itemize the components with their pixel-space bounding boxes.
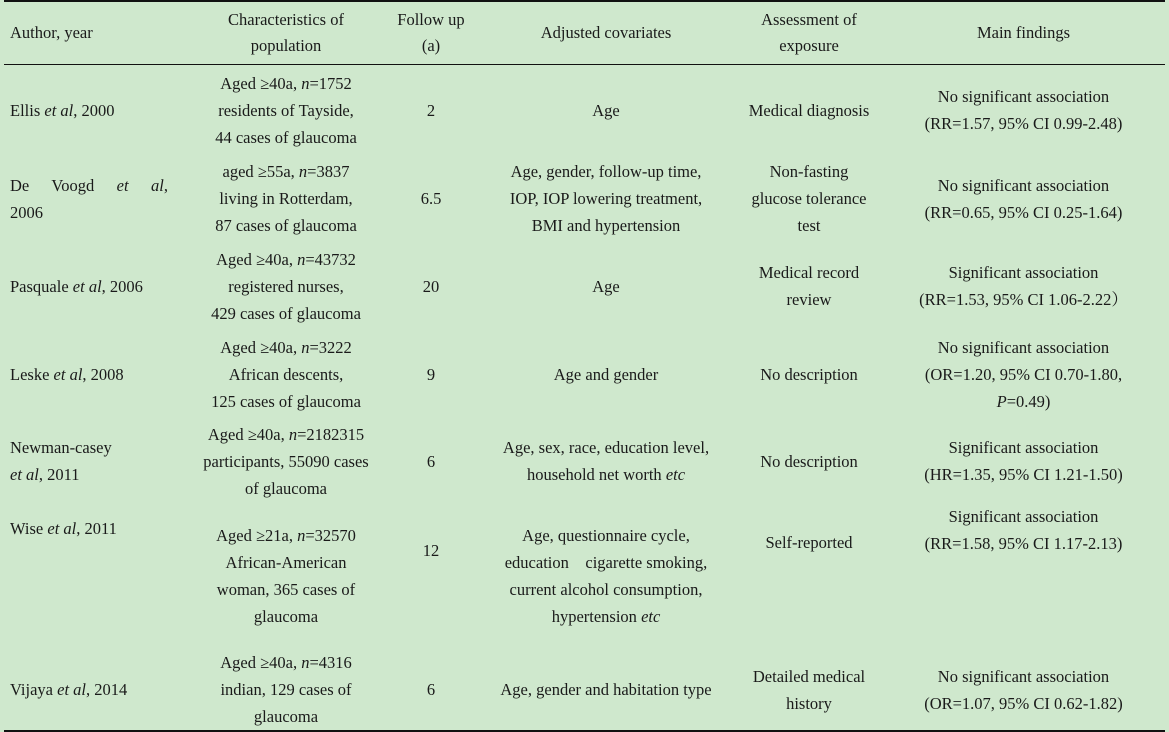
cell-findings: Significant association (RR=1.53, 95% CI 1.06-2.22）	[919, 263, 1128, 309]
cell-follow-up: 6	[386, 649, 476, 731]
cell-covariates: Age	[592, 100, 620, 120]
cell-follow-up: 9	[426, 365, 436, 384]
cell-covariates: Age	[592, 276, 620, 296]
header-follow-up: Follow up (a)	[386, 1, 476, 65]
header-findings: Main findings	[882, 1, 1165, 65]
cell-follow-up: 12	[422, 541, 440, 560]
cell-covariates: Age, sex, race, education level, household net worth etc	[502, 438, 710, 484]
header-row	[4, 1, 1165, 65]
cell-findings: No significant association (RR=0.65, 95% CI 0.25-1.64)	[924, 175, 1123, 222]
cell-population: aged ≥55a, n=3837 living in Rotterdam, 87 cases of glaucoma	[215, 162, 357, 235]
cell-author: Wise et al, 2011	[10, 519, 117, 538]
cell-exposure: Detailed medical history	[736, 649, 882, 731]
cell-follow-up: 6	[426, 451, 436, 471]
cell-findings: No significant association (OR=1.20, 95% CI 0.70-1.80, P=0.49)	[924, 338, 1123, 411]
cell-exposure: Medical diagnosis	[748, 100, 870, 120]
cell-covariates: Age and gender	[553, 365, 659, 384]
cell-covariates: Age, questionnaire cycle, education cigarette smoking, current alcohol consumption, hypertension etc	[504, 526, 708, 626]
table-row	[4, 330, 1165, 419]
cell-exposure: No description	[760, 365, 858, 384]
cell-follow-up: 20	[422, 276, 440, 296]
cell-covariates: Age, gender and habitation type	[476, 649, 736, 731]
cell-population: Aged ≥40a, n=1752 residents of Tayside, 44 cases of glaucoma	[215, 73, 357, 147]
cell-population: Aged ≥21a, n=32570 African-American woman, 365 cases of glaucoma	[216, 526, 356, 626]
header-population: Characteristics of population	[186, 1, 386, 65]
cell-author: Vijaya et al, 2014	[4, 649, 186, 731]
cell-follow-up: 2	[426, 100, 436, 120]
cell-exposure: Non-fasting glucose tolerance test	[751, 162, 867, 235]
cell-author: Ellis et al, 2000	[10, 100, 115, 120]
cell-exposure: No description	[760, 451, 858, 471]
table-row	[4, 503, 1165, 649]
cell-author: De Voogd et al, 2006	[10, 175, 169, 222]
cell-exposure: Self-reported	[765, 533, 853, 552]
cell-exposure: Medical record review	[758, 263, 860, 309]
cell-author: Pasquale et al, 2006	[10, 276, 143, 296]
cell-covariates: Age, gender, follow-up time, IOP, IOP lowering treatment, BMI and hypertension	[509, 162, 703, 235]
header-author: Author, year	[4, 1, 186, 65]
cell-author: Newman-casey et al, 2011	[10, 438, 112, 484]
table-row	[4, 649, 1165, 731]
studies-table	[4, 0, 1165, 732]
header-exposure: Assessment of exposure	[736, 1, 882, 65]
table-row	[4, 155, 1165, 242]
cell-findings: Significant association (RR=1.58, 95% CI 1.17-2.13)	[924, 507, 1123, 553]
cell-findings: No significant association (RR=1.57, 95% CI 0.99-2.48)	[924, 87, 1123, 133]
cell-findings: Significant association (HR=1.35, 95% CI 1.21-1.50)	[924, 438, 1123, 484]
cell-population: Aged ≥40a, n=4316 indian, 129 cases of glaucoma	[186, 649, 386, 731]
cell-population: Aged ≥40a, n=3222 African descents, 125 cases of glaucoma	[211, 338, 361, 411]
table-row	[4, 419, 1165, 503]
table-row	[4, 65, 1165, 156]
table-row	[4, 242, 1165, 330]
cell-population: Aged ≥40a, n=43732 registered nurses, 429 cases of glaucoma	[211, 249, 361, 323]
header-covariates: Adjusted covariates	[476, 1, 736, 65]
cell-follow-up: 6.5	[420, 189, 442, 208]
cell-findings: No significant association (OR=1.07, 95% CI 0.62-1.82)	[882, 649, 1165, 731]
cell-population: Aged ≥40a, n=2182315 participants, 55090 cases of glaucoma	[203, 424, 369, 498]
cell-author: Leske et al, 2008	[10, 365, 124, 384]
